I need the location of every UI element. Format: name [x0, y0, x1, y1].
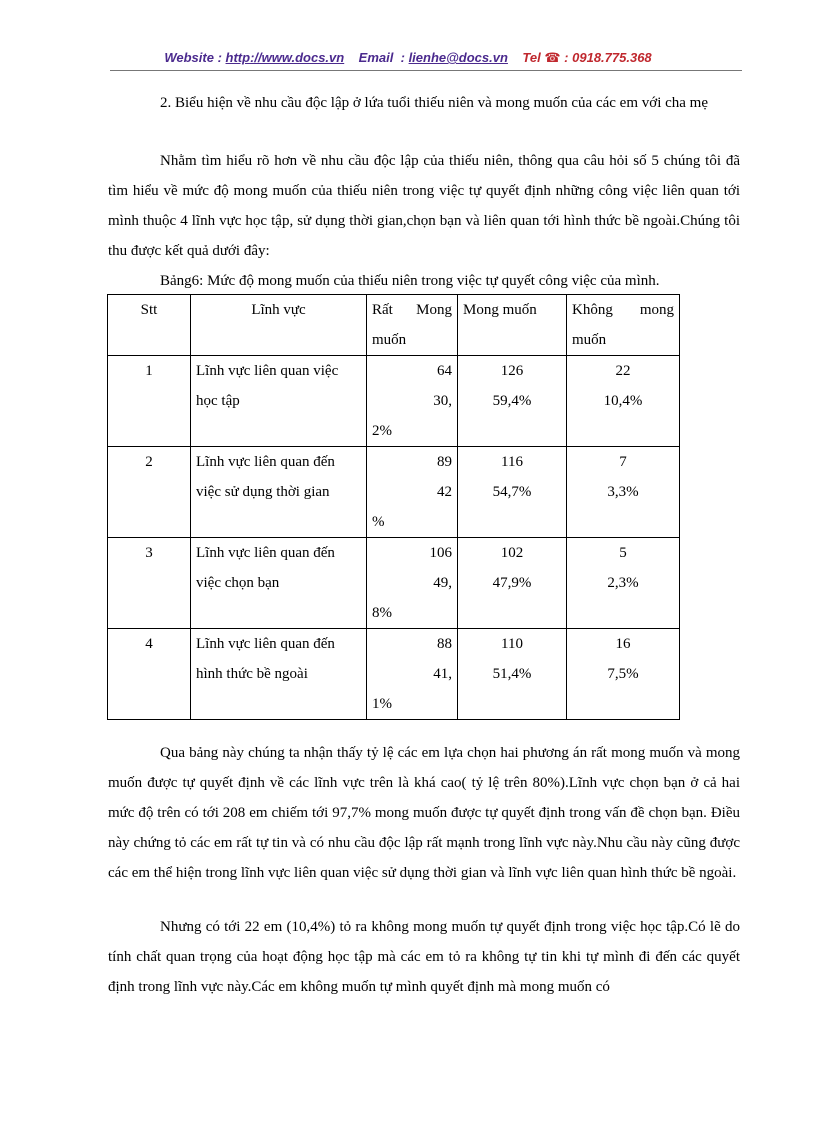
cell-very-pct-a: 30, [433, 393, 452, 409]
table-caption: Bảng6: Mức độ mong muốn của thiếu niên trong việc tự quyết công việc của mình. [160, 273, 660, 289]
cell-want-count: 110 [501, 636, 523, 652]
cell-want-pct: 59,4% [492, 393, 532, 409]
cell-field-line2: việc sử dụng thời gian [196, 484, 330, 500]
cell-very-pct-a: 42 [437, 484, 452, 500]
cell-very-pct-b: 2% [372, 423, 392, 439]
cell-want [458, 447, 567, 538]
header-divider [110, 70, 742, 71]
cell-want-pct: 51,4% [492, 666, 532, 682]
header-not-c: muốn [572, 332, 607, 348]
tel-number: 0918.775.368 [572, 50, 652, 65]
header-very-c: muốn [372, 332, 407, 348]
cell-want [458, 629, 567, 720]
cell-very-count: 64 [437, 363, 452, 379]
cell-field-line1: Lĩnh vực liên quan đến [196, 545, 335, 561]
cell-very-pct-a: 49, [433, 575, 452, 591]
cell-not-pct: 10,4% [603, 393, 643, 409]
cell-want-count: 126 [500, 363, 524, 379]
cell-field [191, 447, 367, 538]
page-header [0, 50, 816, 66]
intro-paragraph: Nhằm tìm hiểu rõ hơn về nhu cầu độc lập của thiếu niên, thông qua câu hỏi số 5 chúng tôi đã tìm hiểu về mức độ mong muốn của thiếu niên trong việc tự quyết định những công việc liên quan tới mình thuộc 4 lĩnh vực học tập, sử dụng thời gian,chọn bạn và liên quan tới hình thức bề ngoài.Chúng tôi thu được kết quả dưới đây: [108, 153, 740, 259]
cell-field-line1: Lĩnh vực liên quan việc [196, 363, 339, 379]
cell-not-want [567, 538, 680, 629]
cell-field [191, 629, 367, 720]
cell-want-pct: 47,9% [492, 575, 532, 591]
header-want: Mong muốn [458, 295, 567, 356]
cell-field-line2: học tập [196, 393, 240, 409]
table-row [108, 447, 680, 538]
website-label: Website : [164, 50, 222, 65]
cell-very-want [367, 538, 458, 629]
cell-not-want [567, 629, 680, 720]
cell-not-pct: 2,3% [607, 575, 639, 591]
cell-not-want [567, 447, 680, 538]
cell-field [191, 356, 367, 447]
header-not-want [567, 295, 680, 356]
header-very-b: Mong [416, 302, 452, 318]
cell-want-count: 102 [500, 545, 524, 561]
analysis-paragraph-2: Nhưng có tới 22 em (10,4%) tỏ ra không mong muốn tự quyết định trong việc học tập.Có lẽ do tính chất quan trọng của hoạt động học tập mà các em tỏ ra không tự tin khi tự mình đi đến các quyết định trong lĩnh vực này.Các em không muốn tự mình quyết định mà mong muốn có [108, 919, 740, 995]
header-not-a: Không [572, 302, 613, 318]
cell-not-count: 5 [619, 545, 627, 561]
cell-very-count: 106 [429, 545, 452, 561]
email-separator: : [400, 50, 405, 65]
analysis-paragraph-1: Qua bảng này chúng ta nhận thấy tỷ lệ các em lựa chọn hai phương án rất mong muốn và mong muốn được tự quyết định về các lĩnh vực trên là khá cao( tỷ lệ trên 80%).Lĩnh vực chọn bạn ở cả hai mức độ trên có tới 208 em chiếm tới 97,7% mong muốn được tự quyết định trong vấn đề chọn bạn. Điều này chứng tỏ các em rất tự tin và có nhu cầu độc lập rất mạnh trong lĩnh vực này.Nhu cầu này cũng được các em thể hiện trong lĩnh vực liên quan việc sử dụng thời gian và lĩnh vực liên quan hình thức bề ngoài. [108, 745, 740, 881]
cell-want [458, 356, 567, 447]
cell-stt: 4 [108, 629, 191, 720]
cell-very-pct-b: 1% [372, 696, 392, 712]
cell-field-line1: Lĩnh vực liên quan đến [196, 636, 335, 652]
cell-not-count: 16 [615, 636, 631, 652]
email-label: Email [358, 50, 394, 65]
results-table [107, 294, 680, 720]
header-not-b: mong [639, 302, 674, 318]
cell-field [191, 538, 367, 629]
cell-very-pct-b: % [372, 514, 385, 530]
telephone-icon: ☎ [544, 50, 561, 65]
cell-very-want [367, 629, 458, 720]
cell-very-pct-b: 8% [372, 605, 392, 621]
cell-not-count: 22 [615, 363, 631, 379]
cell-very-want [367, 356, 458, 447]
cell-field-line1: Lĩnh vực liên quan đến [196, 454, 335, 470]
email-link[interactable]: lienhe@docs.vn [408, 50, 508, 65]
cell-very-want [367, 447, 458, 538]
tel-label: Tel [522, 50, 541, 65]
cell-want-pct: 54,7% [492, 484, 532, 500]
cell-very-count: 88 [437, 636, 452, 652]
cell-field-line2: hình thức bề ngoài [196, 666, 308, 682]
header-field: Lĩnh vực [191, 295, 367, 356]
cell-stt: 1 [108, 356, 191, 447]
header-very-want [367, 295, 458, 356]
header-stt: Stt [108, 295, 191, 356]
cell-stt: 3 [108, 538, 191, 629]
section-heading: 2. Biểu hiện về nhu cầu độc lập ở lứa tuổi thiếu niên và mong muốn của các em với cha mẹ [160, 95, 708, 111]
table-row [108, 356, 680, 447]
cell-want [458, 538, 567, 629]
cell-not-pct: 3,3% [607, 484, 639, 500]
cell-not-count: 7 [619, 454, 627, 470]
website-link[interactable]: http://www.docs.vn [225, 50, 345, 65]
table-row [108, 538, 680, 629]
cell-stt: 2 [108, 447, 191, 538]
cell-very-pct-a: 41, [433, 666, 452, 682]
tel-separator: : [564, 50, 569, 65]
header-very-a: Rất [372, 302, 393, 318]
table-header-row [108, 295, 680, 356]
cell-very-count: 89 [437, 454, 452, 470]
cell-field-line2: việc chọn bạn [196, 575, 280, 591]
cell-not-want [567, 356, 680, 447]
cell-want-count: 116 [501, 454, 523, 470]
cell-not-pct: 7,5% [607, 666, 639, 682]
table-row [108, 629, 680, 720]
